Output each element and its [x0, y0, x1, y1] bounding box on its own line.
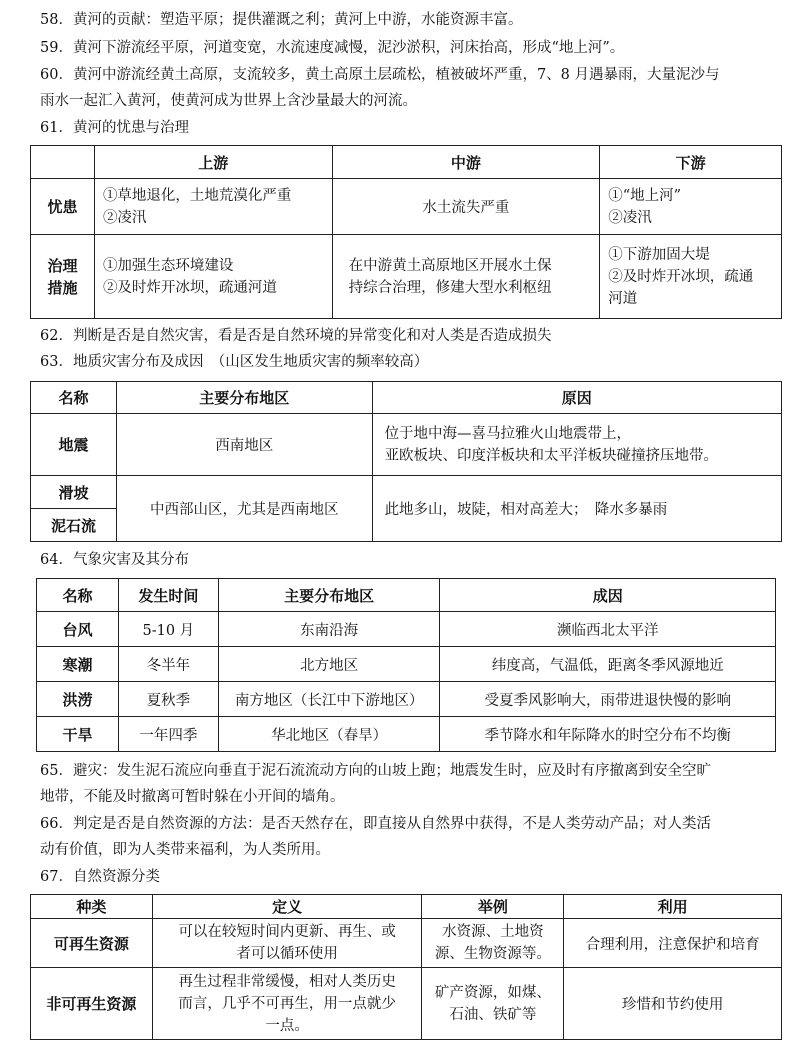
paragraph-59: 59．黄河下游流经平原，河道变宽，水流速度减慢，泥沙淤积，河床抬高，形成“地上河”。	[40, 40, 625, 56]
cell-middle: 水土流失严重	[332, 179, 600, 235]
cell-line: 石油、铁矿等	[449, 1006, 537, 1023]
header-example: 举例	[422, 895, 564, 919]
table-row	[31, 919, 782, 968]
cell-region: 华北地区（春旱）	[218, 717, 440, 752]
cell-time: 一年四季	[118, 717, 218, 752]
header-cause: 成因	[440, 579, 776, 612]
header-kind: 种类	[31, 895, 153, 919]
cell-line: 持综合治理，修建大型水利枢纽	[348, 279, 552, 296]
cell-line: 可以在较短时间内更新、再生、或	[178, 924, 396, 940]
table-row	[31, 235, 782, 319]
row-kind: 可再生资源	[31, 919, 153, 968]
cell-cause: 受夏季风影响大，雨带进退快慢的影响	[440, 682, 776, 717]
header-region: 主要分布地区	[116, 382, 372, 414]
header-cause: 原因	[372, 382, 781, 414]
cell-middle	[332, 235, 600, 319]
table-row	[31, 179, 782, 235]
cell-upper	[94, 179, 332, 235]
table-row	[37, 647, 776, 682]
header-use: 利用	[564, 895, 782, 919]
cell-use: 合理利用，注意保护和培育	[564, 919, 782, 968]
cell-definition	[152, 968, 422, 1040]
paragraph-61: 61．黄河的忧患与治理	[40, 120, 189, 136]
cell-example	[422, 968, 564, 1040]
paragraph-66-line1: 66．判定是否是自然资源的方法：是否天然存在，即直接从自然界中获得，不是人类劳动产品；对人类活	[40, 816, 711, 832]
cell-line: 治理	[47, 256, 78, 275]
cell-line: 位于地中海—喜马拉雅火山地震带上，	[384, 425, 632, 442]
table-weather-hazards	[36, 578, 776, 752]
table-row	[31, 414, 782, 476]
table-row	[37, 612, 776, 647]
cell-cause	[372, 414, 781, 476]
cell-line: 再生过程非常缓慢，相对人类历史	[178, 973, 396, 990]
row-name: 台风	[37, 612, 119, 647]
header-upper: 上游	[94, 146, 332, 179]
table-header-row	[31, 382, 782, 414]
cell-lower	[600, 235, 782, 319]
row-name: 泥石流	[31, 509, 117, 542]
cell-line: 而言，几乎不可再生，用一点就少	[178, 995, 396, 1012]
paragraph-62: 62．判断是否是自然灾害，看是否是自然环境的异常变化和对人类是否造成损失	[40, 328, 552, 344]
header-region: 主要分布地区	[218, 579, 440, 612]
cell-line: ①“地上河”	[608, 187, 682, 204]
header-middle: 中游	[332, 146, 600, 179]
paragraph-60-line2: 雨水一起汇入黄河，使黄河成为世界上含沙量最大的河流。	[40, 93, 417, 109]
cell-cause: 濒临西北太平洋	[440, 612, 776, 647]
cell-region-shared: 中西部山区，尤其是西南地区	[116, 476, 372, 542]
header-definition: 定义	[152, 895, 422, 919]
cell-line: ②凌汛	[608, 209, 652, 226]
row-label	[31, 235, 95, 319]
row-label: 忧患	[31, 179, 95, 235]
cell-line: ②凌汛	[102, 209, 147, 226]
cell-line: ②及时炸开冰坝，疏通河道	[102, 279, 277, 296]
cell-line: 在中游黄土高原地区开展水土保	[348, 257, 552, 274]
cell-region: 北方地区	[218, 647, 440, 682]
cell-line: ①草地退化，土地荒漠化严重	[102, 187, 292, 204]
cell-cause: 季节降水和年际降水的时空分布不均衡	[440, 717, 776, 752]
cell-line: 水资源、土地资	[442, 924, 544, 940]
cell-line: ②及时炸开冰坝，疏通	[608, 268, 754, 285]
table-natural-resources	[30, 894, 782, 1040]
row-name: 洪涝	[37, 682, 119, 717]
cell-line: 河道	[608, 290, 638, 307]
paragraph-60-line1: 60．黄河中游流经黄土高原，支流较多，黄土高原土层疏松，植被破坏严重，7、8 月遇暴雨，大量泥沙与	[40, 67, 720, 83]
table-geological-hazards	[30, 381, 782, 542]
table-row	[31, 968, 782, 1040]
cell-line: 源、生物资源等。	[434, 946, 551, 962]
cell-line: ①加强生态环境建设	[102, 257, 234, 274]
paragraph-65-line1: 65．避灾：发生泥石流应向垂直于泥石流流动方向的山坡上跑；地震发生时，应及时有序撤离到安全空旷	[40, 763, 711, 779]
row-kind: 非可再生资源	[31, 968, 153, 1040]
header-lower: 下游	[600, 146, 782, 179]
paragraph-63: 63．地质灾害分布及成因 （山区发生地质灾害的频率较高）	[40, 354, 429, 370]
cell-region: 西南地区	[116, 414, 372, 476]
cell-line: ①下游加固大堤	[608, 246, 710, 263]
row-name: 地震	[31, 414, 117, 476]
cell-line: 矿产资源，如煤、	[434, 984, 551, 1001]
paragraph-64: 64．气象灾害及其分布	[40, 552, 189, 568]
cell-line: 措施	[47, 278, 78, 297]
row-name: 寒潮	[37, 647, 119, 682]
cell-definition	[152, 919, 422, 968]
cell-use: 珍惜和节约使用	[564, 968, 782, 1040]
header-time: 发生时间	[118, 579, 218, 612]
cell-time: 冬半年	[118, 647, 218, 682]
paragraph-65-line2: 地带，不能及时撤离可暂时躲在小开间的墙角。	[40, 789, 345, 805]
cell-line: 亚欧板块、印度洋板块和太平洋板块碰撞挤压地带。	[384, 447, 719, 464]
cell-region: 南方地区（长江中下游地区）	[218, 682, 440, 717]
header-name: 名称	[31, 382, 117, 414]
row-name: 滑坡	[31, 476, 117, 509]
table-row	[31, 476, 782, 509]
paragraph-67: 67．自然资源分类	[40, 869, 160, 885]
cell-time: 5-10 月	[118, 612, 218, 647]
row-name: 干旱	[37, 717, 119, 752]
cell-example	[422, 919, 564, 968]
table-header-row	[37, 579, 776, 612]
cell-cause: 纬度高，气温低，距离冬季风源地近	[440, 647, 776, 682]
header-empty	[31, 146, 95, 179]
cell-region: 东南沿海	[218, 612, 440, 647]
table-header-row	[31, 895, 782, 919]
cell-lower	[600, 179, 782, 235]
table-row	[37, 717, 776, 752]
cell-line: 一点。	[265, 1017, 309, 1034]
cell-cause-shared: 此地多山，坡陡，相对高差大； 降水多暴雨	[372, 476, 781, 542]
table-header-row	[31, 146, 782, 179]
table-row	[37, 682, 776, 717]
paragraph-66-line2: 动有价值，即为人类带来福利，为人类所用。	[40, 842, 330, 858]
table-yellow-river	[30, 145, 782, 319]
paragraph-58: 58．黄河的贡献：塑造平原；提供灌溉之利；黄河上中游，水能资源丰富。	[40, 12, 523, 28]
cell-time: 夏秋季	[118, 682, 218, 717]
cell-line: 者可以循环使用	[236, 946, 338, 962]
cell-upper	[94, 235, 332, 319]
header-name: 名称	[37, 579, 119, 612]
